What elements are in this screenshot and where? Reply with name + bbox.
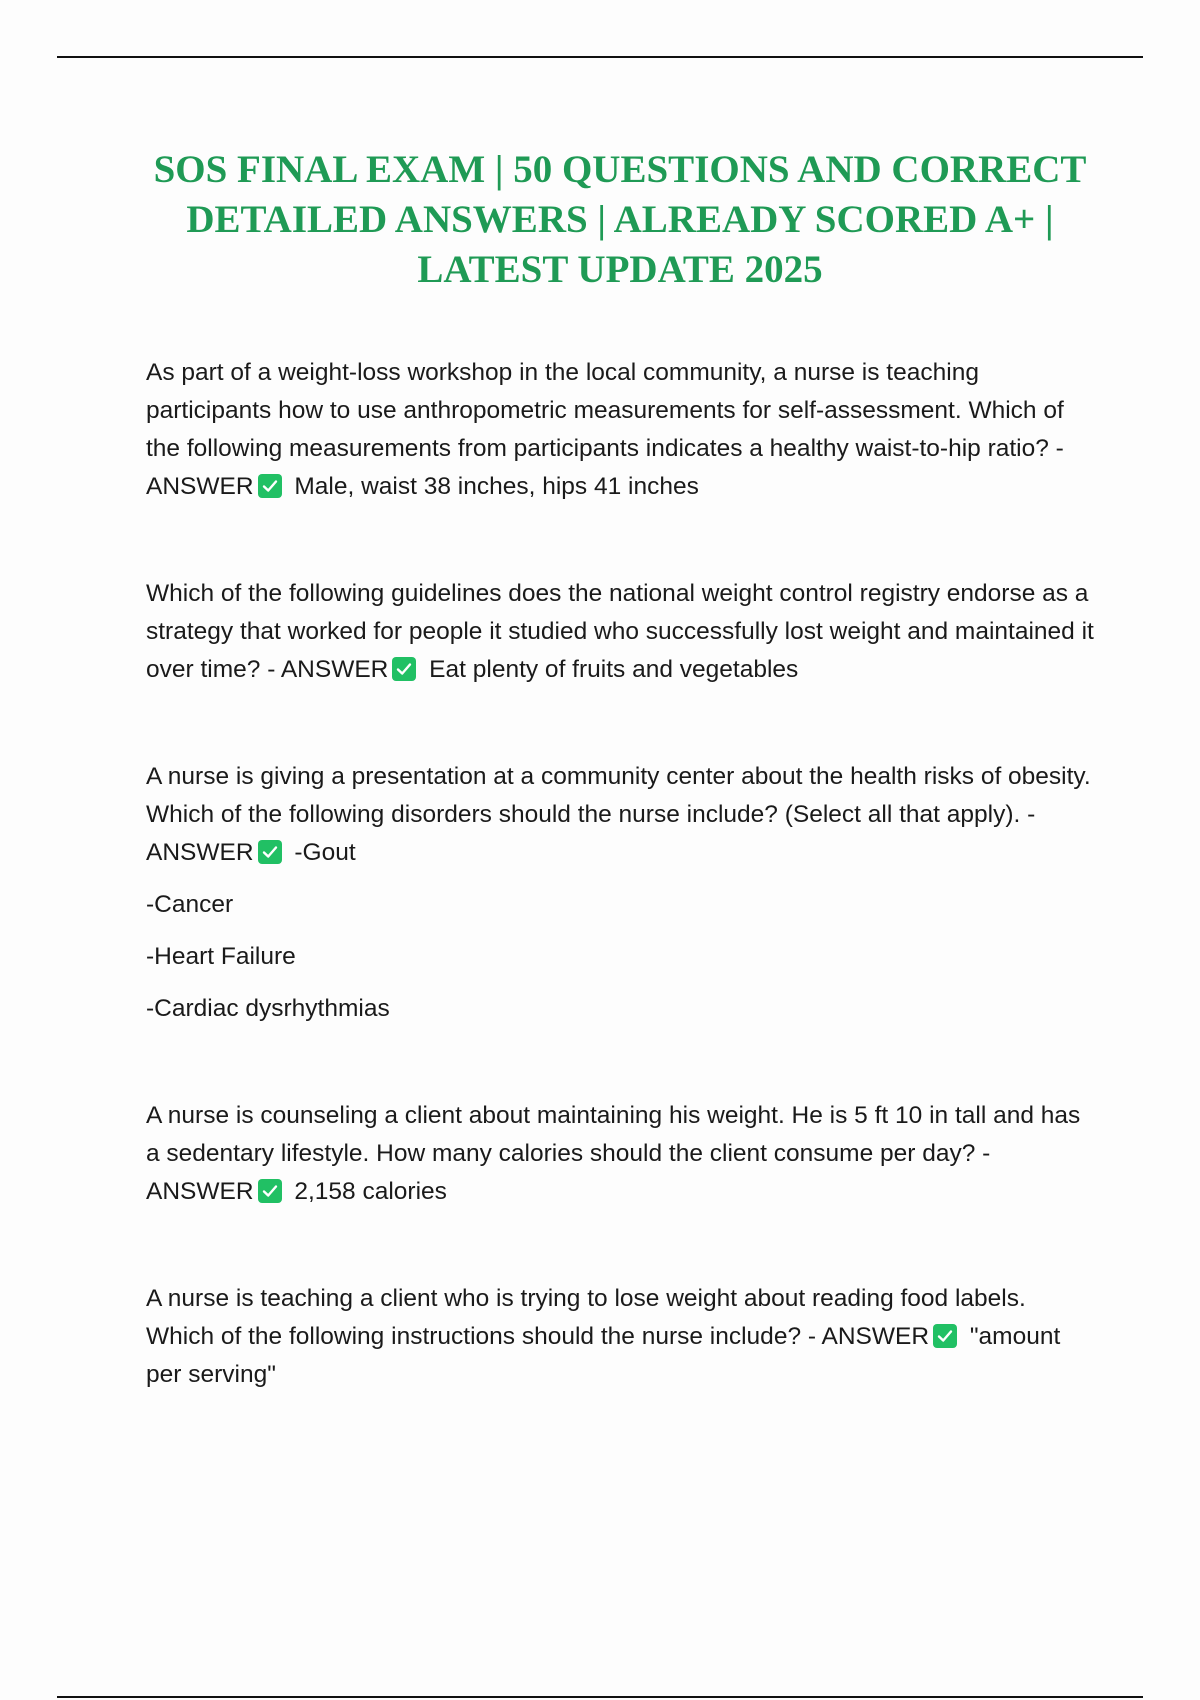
qa-item <box>146 1280 1096 1394</box>
answer-text: -Gout <box>294 839 356 866</box>
answer-text: Eat plenty of fruits and vegetables <box>429 656 799 683</box>
answer-text: Male, waist 38 inches, hips 41 inches <box>294 473 699 500</box>
check-icon <box>392 657 416 681</box>
qa-item <box>146 575 1096 689</box>
answer-label: - ANSWER <box>146 435 1064 500</box>
answer-list-item: -Cancer <box>146 891 234 918</box>
qa-item <box>146 758 1096 872</box>
answer-list-item: -Cardiac dysrhythmias <box>146 995 390 1022</box>
question-text: As part of a weight-loss workshop in the local community, a nurse is teaching participants how to use anthropometric measurements for self-assessment. Which of the following measurements from participants indicates a healthy waist-to-hip ratio? <box>146 359 1064 462</box>
answer-text: 2,158 calories <box>294 1178 447 1205</box>
answer-list-item: -Heart Failure <box>146 943 296 970</box>
top-rule <box>57 56 1143 58</box>
question-text: A nurse is teaching a client who is trying to lose weight about reading food labels. Which of the following instructions should the nurse include? <box>146 1285 1026 1350</box>
check-icon <box>258 474 282 498</box>
answer-label: - ANSWER <box>146 801 1036 866</box>
qa-content <box>146 354 1096 1394</box>
bottom-rule <box>57 1696 1143 1698</box>
question-text: A nurse is counseling a client about maintaining his weight. He is 5 ft 10 in tall and has a sedentary lifestyle. How many calories should the client consume per day? <box>146 1102 1081 1167</box>
answer-label: - ANSWER <box>807 1323 930 1350</box>
answer-label: - ANSWER <box>267 656 389 683</box>
check-icon <box>933 1324 957 1348</box>
question-text: A nurse is giving a presentation at a community center about the health risks of obesity. Which of the following disorders should the nurse include? (Select all that apply). <box>146 763 1091 828</box>
check-icon <box>258 1179 282 1203</box>
question-text: Which of the following guidelines does the national weight control registry endorse as a strategy that worked for people it studied who successfully lost weight and maintained it over time? <box>146 580 1094 683</box>
check-icon <box>258 840 282 864</box>
answer-label: - ANSWER <box>146 1140 991 1205</box>
qa-item <box>146 354 1096 506</box>
document-title: SOS FINAL EXAM | 50 QUESTIONS AND CORRECT DETAILED ANSWERS | ALREADY SCORED A+ | LATEST UPDATE 2025 <box>153 148 1087 291</box>
answer-text: "amount per serving" <box>146 1323 1061 1388</box>
qa-item <box>146 1097 1096 1211</box>
